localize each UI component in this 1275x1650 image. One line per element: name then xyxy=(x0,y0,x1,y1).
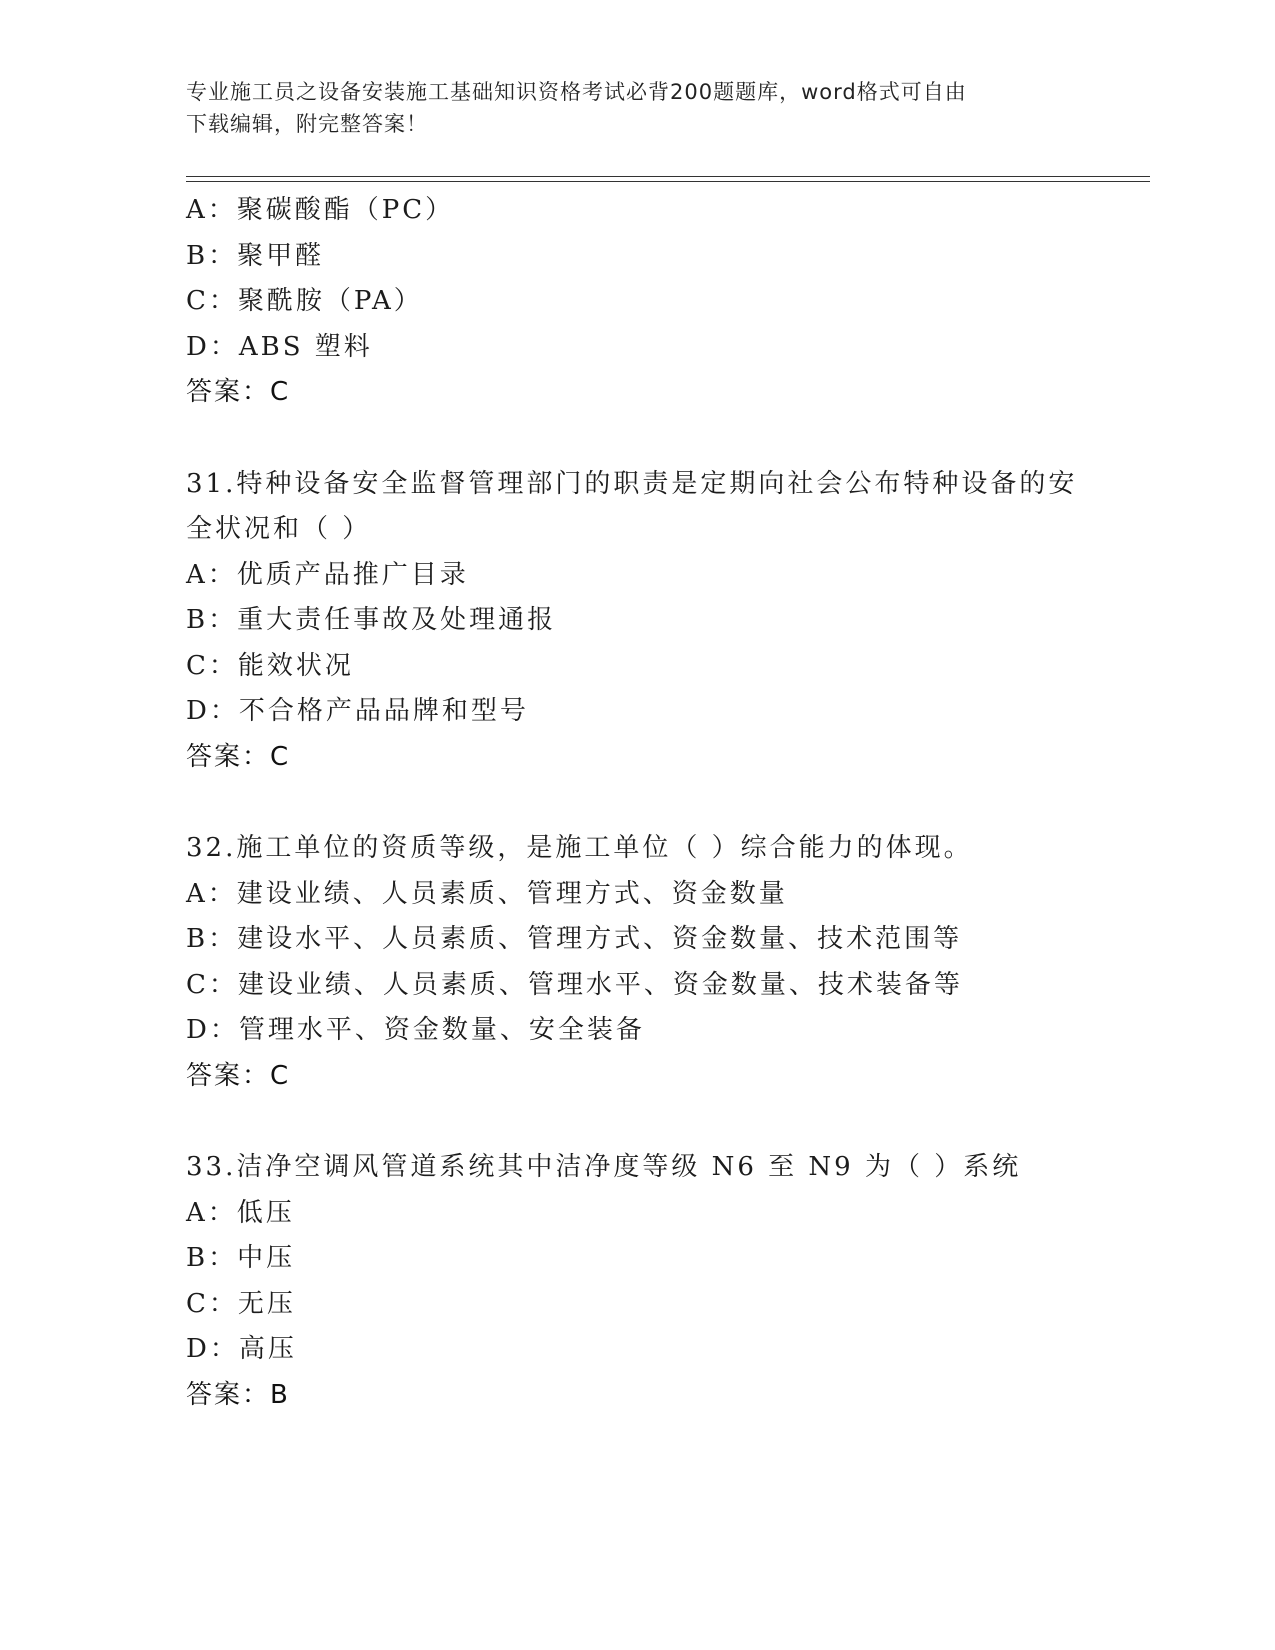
question-list xyxy=(186,188,1150,1418)
question-stem: 31.特种设备安全监督管理部门的职责是定期向社会公布特种设备的安 xyxy=(186,468,1078,499)
option-c: C：无压 xyxy=(186,1288,296,1319)
header-divider-top xyxy=(186,176,1150,177)
option-c: C：建设业绩、人员素质、管理水平、资金数量、技术装备等 xyxy=(186,969,963,1000)
option-d: D：管理水平、资金数量、安全装备 xyxy=(186,1015,645,1045)
option-b: B：中压 xyxy=(186,1243,296,1273)
option-a: A：聚碳酸酯（PC） xyxy=(186,195,455,225)
option-c: C：能效状况 xyxy=(186,650,354,681)
spacer xyxy=(186,416,1150,462)
answer-line: 答案：C xyxy=(186,1060,291,1091)
question-33 xyxy=(186,1145,1150,1418)
question-block-continued xyxy=(186,188,1150,416)
header-line-2: 下载编辑，附完整答案！ xyxy=(186,112,428,136)
option-d: D：ABS 塑料 xyxy=(186,331,373,362)
option-d: D：高压 xyxy=(186,1334,297,1364)
question-31 xyxy=(186,462,1150,781)
option-a: A：优质产品推广目录 xyxy=(186,559,469,590)
answer-line: 答案：C xyxy=(186,741,291,772)
option-b: B：建设水平、人员素质、管理方式、资金数量、技术范围等 xyxy=(186,924,963,954)
option-b: B：重大责任事故及处理通报 xyxy=(186,605,557,635)
document-header xyxy=(186,76,1066,140)
option-d: D：不合格产品品牌和型号 xyxy=(186,696,529,726)
answer-line: 答案：C xyxy=(186,377,291,407)
spacer xyxy=(186,780,1150,826)
question-32 xyxy=(186,826,1150,1099)
question-stem: 33.洁净空调风管道系统其中洁净度等级 N6 至 N9 为（ ）系统 xyxy=(186,1152,1022,1182)
header-line-1: 专业施工员之设备安装施工基础知识资格考试必背200题题库，word格式可自由 xyxy=(186,80,967,104)
spacer xyxy=(186,1099,1150,1145)
option-c: C：聚酰胺（PA） xyxy=(186,286,423,316)
question-stem: 32.施工单位的资质等级，是施工单位（ ）综合能力的体现。 xyxy=(186,833,973,863)
answer-line: 答案：B xyxy=(186,1379,290,1410)
question-stem: 全状况和（ ） xyxy=(186,514,372,544)
header-divider-bottom xyxy=(186,181,1150,182)
option-a: A：低压 xyxy=(186,1197,295,1228)
option-a: A：建设业绩、人员素质、管理方式、资金数量 xyxy=(186,878,788,909)
option-b: B：聚甲醛 xyxy=(186,240,325,271)
